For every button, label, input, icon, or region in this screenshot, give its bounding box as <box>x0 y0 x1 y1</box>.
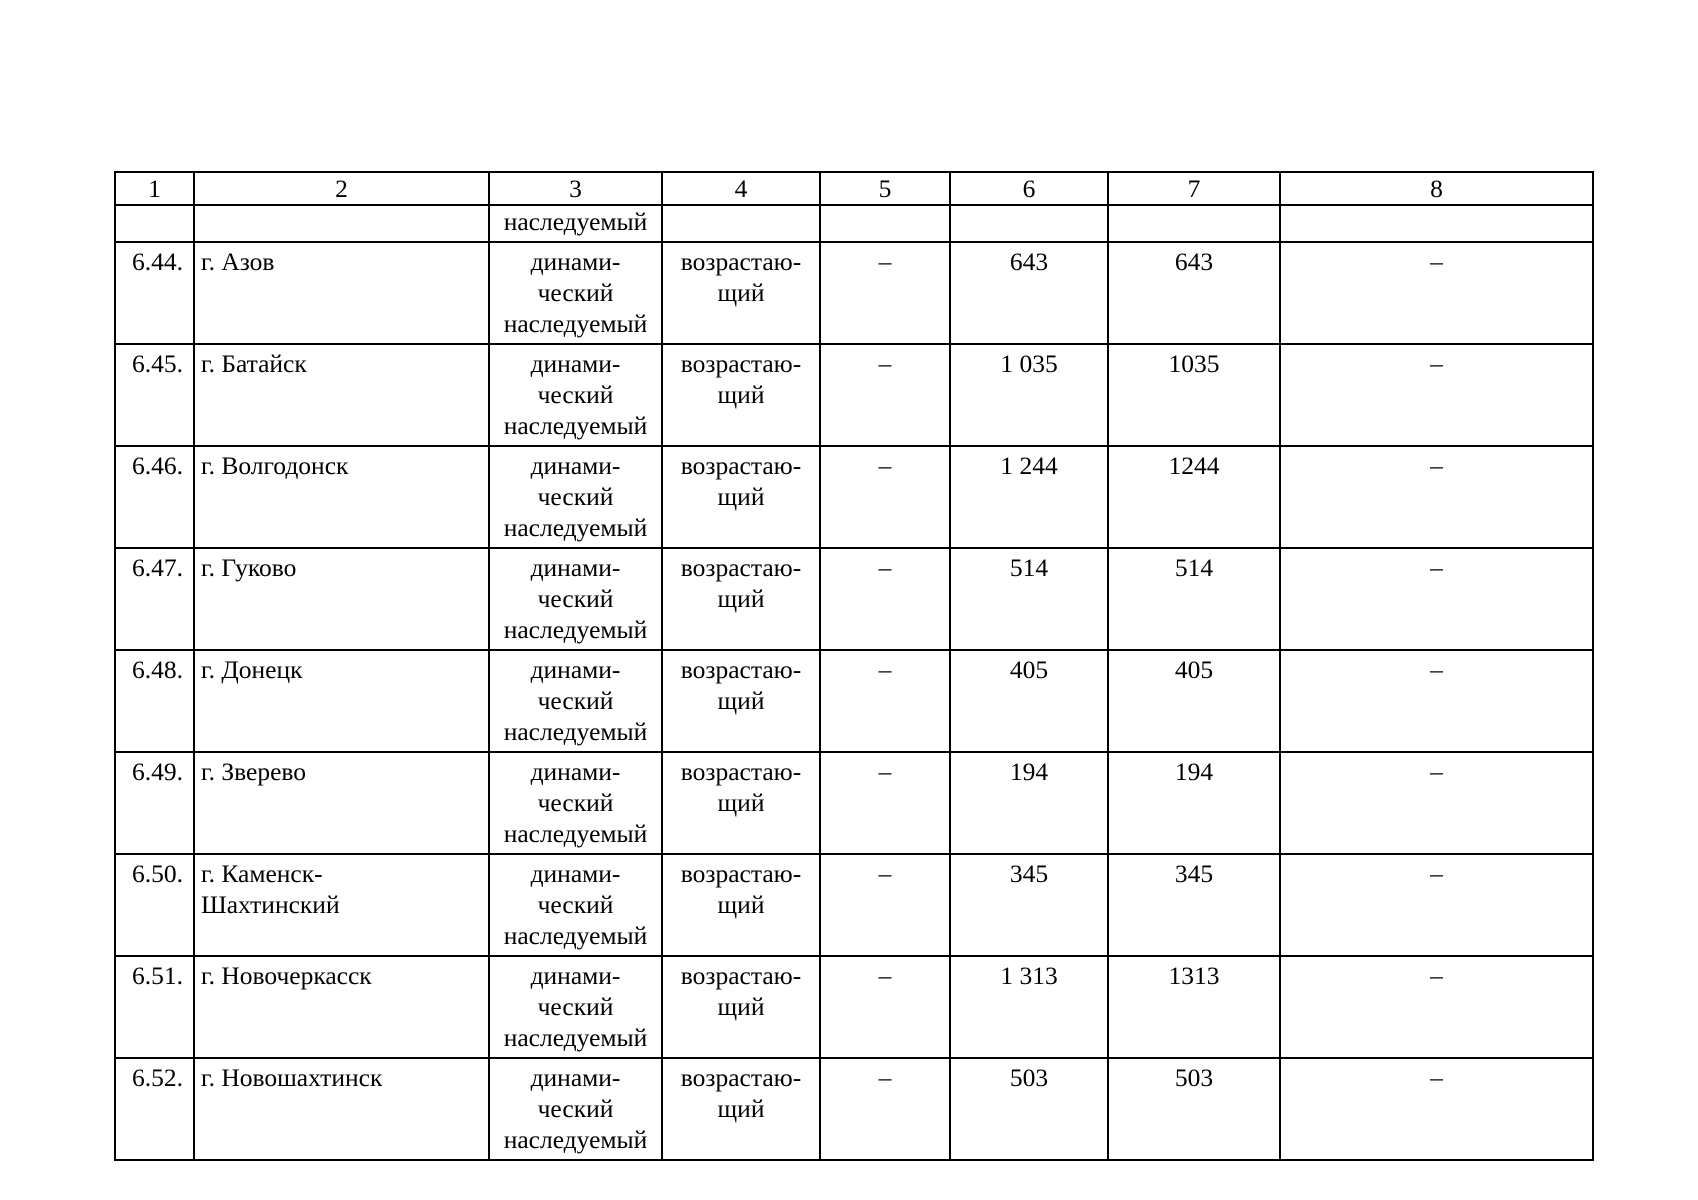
type-cell <box>489 956 662 1058</box>
type-cell <box>489 344 662 446</box>
column-8-cell: – <box>1280 446 1593 548</box>
column-number-cell: 1 <box>115 172 194 205</box>
trend-cell <box>662 344 820 446</box>
column-6-value-cell: 503 <box>950 1058 1108 1160</box>
column-8-cell: – <box>1280 242 1593 344</box>
trend-cell-line: щий <box>717 482 765 511</box>
type-cell-line: динами- <box>530 655 621 684</box>
trend-cell-line: возрастаю- <box>680 961 802 990</box>
type-cell-line: ческий <box>537 584 614 613</box>
type-cell-line: ческий <box>537 890 614 919</box>
column-number-cell: 7 <box>1108 172 1280 205</box>
type-cell-line: наследуемый <box>503 309 648 338</box>
table-cell <box>820 205 950 242</box>
column-8-cell: – <box>1280 650 1593 752</box>
trend-cell-line: щий <box>717 686 765 715</box>
trend-cell-line: возрастаю- <box>680 553 802 582</box>
type-cell-line: наследуемый <box>503 819 648 848</box>
type-cell <box>489 752 662 854</box>
table-cell <box>1280 205 1593 242</box>
column-6-value-cell: 1 313 <box>950 956 1108 1058</box>
type-cell-line: динами- <box>530 247 621 276</box>
column-6-value-cell: 1 035 <box>950 344 1108 446</box>
settlement-name-cell <box>194 344 489 446</box>
table-row <box>115 650 1593 752</box>
settlement-name-cell <box>194 956 489 1058</box>
type-cell-line: ческий <box>537 278 614 307</box>
column-7-value-cell: 405 <box>1108 650 1280 752</box>
type-cell-line: динами- <box>530 451 621 480</box>
trend-cell-line: щий <box>717 992 765 1021</box>
trend-cell-line: возрастаю- <box>680 859 802 888</box>
column-8-cell: – <box>1280 344 1593 446</box>
trend-cell-line: возрастаю- <box>680 1063 802 1092</box>
type-cell-line: ческий <box>537 788 614 817</box>
type-cell-line: динами- <box>530 1063 621 1092</box>
column-8-cell: – <box>1280 1058 1593 1160</box>
column-number-row <box>115 172 1593 205</box>
trend-cell <box>662 446 820 548</box>
trend-cell-line: возрастаю- <box>680 451 802 480</box>
row-number-cell: 6.49. <box>115 752 194 854</box>
column-8-cell: – <box>1280 854 1593 956</box>
row-number-cell: 6.44. <box>115 242 194 344</box>
table-cell <box>1108 205 1280 242</box>
column-8-cell: – <box>1280 752 1593 854</box>
column-8-cell: – <box>1280 956 1593 1058</box>
column-number-cell: 6 <box>950 172 1108 205</box>
column-6-value-cell: 514 <box>950 548 1108 650</box>
trend-cell <box>662 548 820 650</box>
trend-cell-line: щий <box>717 890 765 919</box>
column-number-cell: 3 <box>489 172 662 205</box>
settlement-name-cell-line: Шахтинский <box>201 890 340 919</box>
column-number-cell: 8 <box>1280 172 1593 205</box>
table-row <box>115 1058 1593 1160</box>
trend-cell <box>662 1058 820 1160</box>
type-cell-line: наследуемый <box>503 921 648 950</box>
column-6-value-cell: 1 244 <box>950 446 1108 548</box>
continuation-row <box>115 205 1593 242</box>
type-cell-line: ческий <box>537 1094 614 1123</box>
column-7-value-cell: 1313 <box>1108 956 1280 1058</box>
settlement-name-cell-line: г. Зверево <box>201 757 307 786</box>
settlement-name-cell <box>194 242 489 344</box>
row-number-cell: 6.52. <box>115 1058 194 1160</box>
trend-cell <box>662 752 820 854</box>
settlement-name-cell-line: г. Каменск- <box>201 859 323 888</box>
settlement-name-cell <box>194 1058 489 1160</box>
table-row <box>115 752 1593 854</box>
column-6-value-cell: 405 <box>950 650 1108 752</box>
type-cell <box>489 1058 662 1160</box>
settlement-name-cell <box>194 446 489 548</box>
column-5-cell: – <box>820 1058 950 1160</box>
table-row <box>115 344 1593 446</box>
settlement-name-cell-line: г. Донецк <box>201 655 303 684</box>
column-5-cell: – <box>820 854 950 956</box>
type-cell-line: наследуемый <box>503 1023 648 1052</box>
row-number-cell: 6.45. <box>115 344 194 446</box>
column-7-value-cell: 194 <box>1108 752 1280 854</box>
continuation-type-cell: наследуемый <box>489 205 662 242</box>
settlement-name-cell-line: г. Новочеркасск <box>201 961 372 990</box>
settlement-name-cell <box>194 650 489 752</box>
type-cell <box>489 548 662 650</box>
settlement-name-cell-line: г. Азов <box>201 247 275 276</box>
type-cell-line: наследуемый <box>503 615 648 644</box>
type-cell-line: наследуемый <box>503 717 648 746</box>
column-number-cell: 2 <box>194 172 489 205</box>
trend-cell <box>662 650 820 752</box>
table-cell <box>950 205 1108 242</box>
trend-cell <box>662 854 820 956</box>
settlement-name-cell <box>194 548 489 650</box>
type-cell-line: динами- <box>530 757 621 786</box>
table-cell <box>194 205 489 242</box>
type-cell-line: динами- <box>530 961 621 990</box>
table-body <box>115 172 1593 1160</box>
type-cell <box>489 854 662 956</box>
column-7-value-cell: 503 <box>1108 1058 1280 1160</box>
type-cell-line: наследуемый <box>503 411 648 440</box>
row-number-cell: 6.48. <box>115 650 194 752</box>
table-cell <box>662 205 820 242</box>
type-cell-line: динами- <box>530 859 621 888</box>
trend-cell-line: возрастаю- <box>680 655 802 684</box>
type-cell-line: ческий <box>537 380 614 409</box>
table-cell <box>115 205 194 242</box>
column-5-cell: – <box>820 242 950 344</box>
row-number-cell: 6.47. <box>115 548 194 650</box>
trend-cell-line: щий <box>717 380 765 409</box>
column-7-value-cell: 345 <box>1108 854 1280 956</box>
column-6-value-cell: 345 <box>950 854 1108 956</box>
column-7-value-cell: 514 <box>1108 548 1280 650</box>
type-cell <box>489 446 662 548</box>
row-number-cell: 6.46. <box>115 446 194 548</box>
settlement-name-cell-line: г. Новошахтинск <box>201 1063 383 1092</box>
column-number-cell: 5 <box>820 172 950 205</box>
trend-cell-line: возрастаю- <box>680 757 802 786</box>
type-cell-line: ческий <box>537 992 614 1021</box>
column-7-value-cell: 1244 <box>1108 446 1280 548</box>
table-row <box>115 548 1593 650</box>
type-cell-line: ческий <box>537 686 614 715</box>
column-7-value-cell: 1035 <box>1108 344 1280 446</box>
column-5-cell: – <box>820 548 950 650</box>
table-row <box>115 854 1593 956</box>
column-number-cell: 4 <box>662 172 820 205</box>
type-cell-line: наследуемый <box>503 1125 648 1154</box>
row-number-cell: 6.51. <box>115 956 194 1058</box>
trend-cell-line: возрастаю- <box>680 349 802 378</box>
column-8-cell: – <box>1280 548 1593 650</box>
settlement-name-cell-line: г. Волгодонск <box>201 451 349 480</box>
trend-cell-line: щий <box>717 584 765 613</box>
trend-cell-line: щий <box>717 1094 765 1123</box>
type-cell-line: динами- <box>530 553 621 582</box>
settlement-name-cell <box>194 752 489 854</box>
column-6-value-cell: 194 <box>950 752 1108 854</box>
type-cell <box>489 242 662 344</box>
column-6-value-cell: 643 <box>950 242 1108 344</box>
column-5-cell: – <box>820 650 950 752</box>
type-cell-line: динами- <box>530 349 621 378</box>
trend-cell-line: щий <box>717 788 765 817</box>
settlement-name-cell-line: г. Батайск <box>201 349 307 378</box>
row-number-cell: 6.50. <box>115 854 194 956</box>
data-table <box>114 171 1594 1161</box>
type-cell <box>489 650 662 752</box>
type-cell-line: ческий <box>537 482 614 511</box>
settlement-name-cell <box>194 854 489 956</box>
trend-cell <box>662 956 820 1058</box>
column-5-cell: – <box>820 752 950 854</box>
trend-cell <box>662 242 820 344</box>
column-5-cell: – <box>820 956 950 1058</box>
type-cell-line: наследуемый <box>503 513 648 542</box>
column-5-cell: – <box>820 344 950 446</box>
column-5-cell: – <box>820 446 950 548</box>
table-row <box>115 956 1593 1058</box>
table-row <box>115 446 1593 548</box>
trend-cell-line: щий <box>717 278 765 307</box>
table-row <box>115 242 1593 344</box>
trend-cell-line: возрастаю- <box>680 247 802 276</box>
settlement-name-cell-line: г. Гуково <box>201 553 297 582</box>
column-7-value-cell: 643 <box>1108 242 1280 344</box>
